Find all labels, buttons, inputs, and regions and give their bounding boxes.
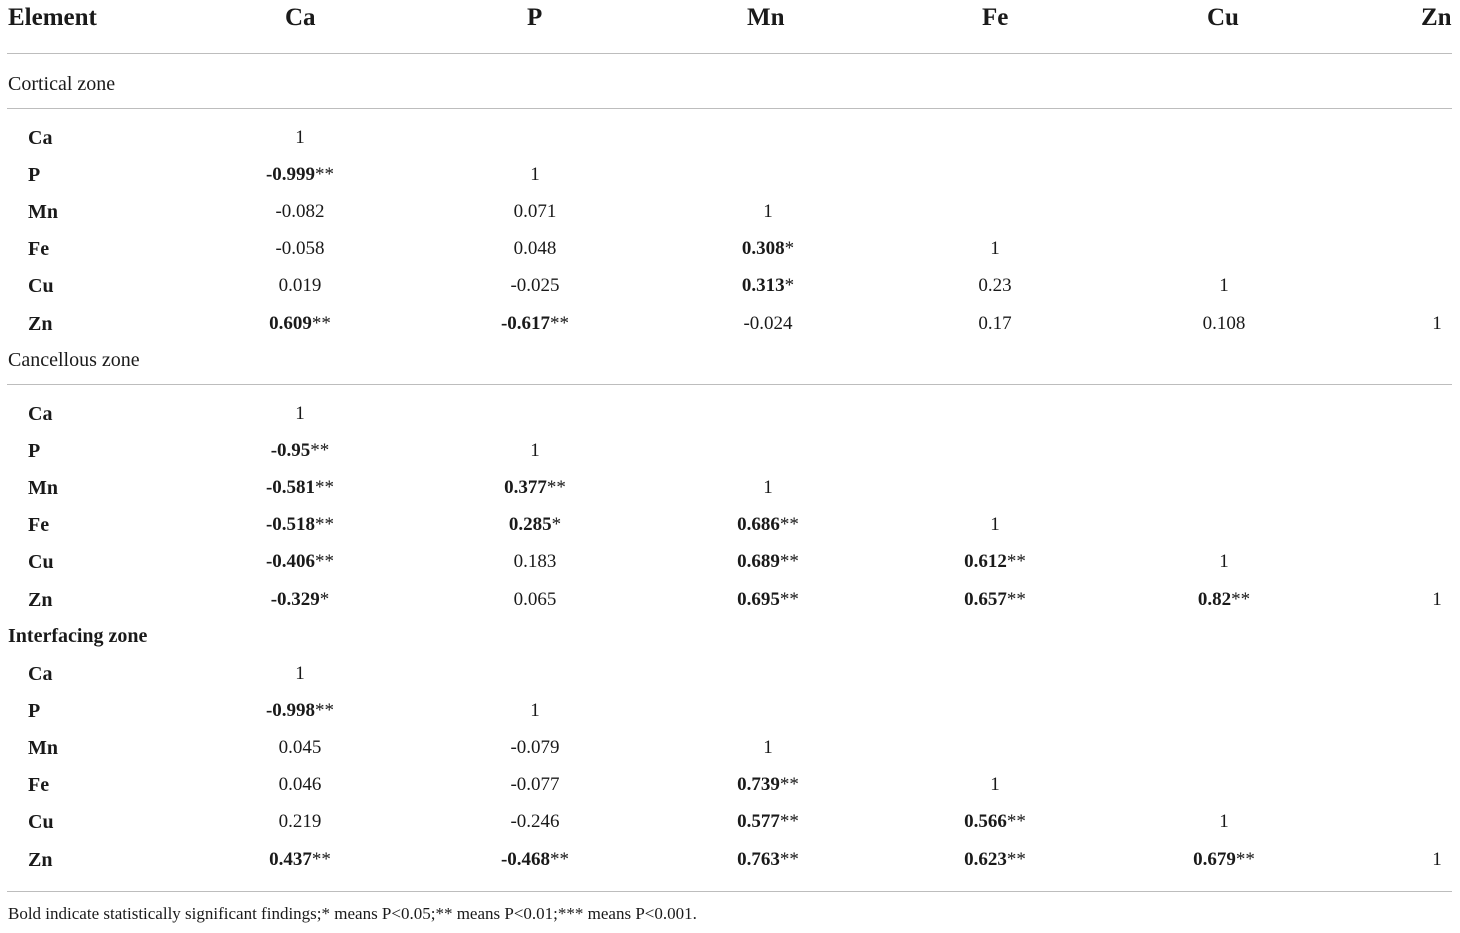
cell-value: 0.82 xyxy=(1197,589,1232,610)
cell-value: 1 xyxy=(1432,313,1442,334)
significance-mark: * xyxy=(784,275,795,296)
row-label: Fe xyxy=(28,238,50,260)
cell-value: -0.468 xyxy=(500,849,551,870)
table-cell xyxy=(266,550,334,574)
table-cell xyxy=(990,773,1000,797)
table-cell xyxy=(266,476,334,500)
table-cell xyxy=(763,736,773,760)
significance-mark: ** xyxy=(779,514,799,535)
cell-value: 0.577 xyxy=(737,811,780,832)
cell-value: -0.246 xyxy=(510,811,560,832)
cell-value: 0.019 xyxy=(278,275,322,296)
table-cell xyxy=(1432,848,1442,872)
significance-mark: ** xyxy=(1006,551,1026,572)
table-cell xyxy=(275,200,324,224)
significance-mark: ** xyxy=(315,477,335,498)
table-cell xyxy=(510,810,559,834)
table-cell xyxy=(978,312,1011,336)
cell-value: 0.612 xyxy=(964,551,1007,572)
table-cell xyxy=(266,163,334,187)
cell-value: 0.219 xyxy=(278,811,322,832)
cell-value: -0.024 xyxy=(743,313,793,334)
cell-value: 1 xyxy=(1219,275,1229,296)
table-cell xyxy=(510,773,559,797)
cell-value: -0.082 xyxy=(275,201,325,222)
row-label: Cu xyxy=(28,811,54,833)
significance-mark: * xyxy=(319,589,330,610)
cell-value: 0.071 xyxy=(513,201,557,222)
row-label: P xyxy=(28,440,41,462)
table-cell xyxy=(279,736,322,760)
significance-mark: ** xyxy=(311,849,331,870)
column-header-ca: Ca xyxy=(285,4,316,31)
cell-value: 0.285 xyxy=(508,514,552,535)
significance-mark: ** xyxy=(1006,589,1026,610)
row-label: Mn xyxy=(28,477,58,499)
cell-value: -0.329 xyxy=(270,589,320,610)
table-cell xyxy=(514,200,557,224)
cell-value: 1 xyxy=(990,774,1000,795)
section-title: Interfacing zone xyxy=(8,625,148,647)
column-header-element: Element xyxy=(8,4,97,31)
table-cell xyxy=(266,699,334,723)
cell-value: 0.183 xyxy=(513,551,557,572)
cell-value: 0.695 xyxy=(737,589,780,610)
significance-mark: ** xyxy=(550,313,570,334)
table-cell xyxy=(1219,810,1229,834)
cell-value: 1 xyxy=(1432,849,1442,870)
column-header-zn: Zn xyxy=(1421,4,1452,31)
table-cell xyxy=(737,773,799,797)
row-label: Cu xyxy=(28,275,54,297)
cell-value: 1 xyxy=(295,663,305,684)
significance-mark: ** xyxy=(550,849,570,870)
table-cell xyxy=(514,550,557,574)
table-cell xyxy=(504,476,566,500)
cell-value: 1 xyxy=(530,164,540,185)
table-cell xyxy=(1432,312,1442,336)
row-label: Fe xyxy=(28,774,50,796)
significance-mark: ** xyxy=(1006,811,1026,832)
significance-mark: ** xyxy=(1006,849,1026,870)
cell-value: 0.679 xyxy=(1193,849,1236,870)
table-cell xyxy=(295,662,305,686)
cell-value: -0.077 xyxy=(510,774,560,795)
cell-value: 0.623 xyxy=(964,849,1007,870)
cell-value: 1 xyxy=(295,127,305,148)
table-cell xyxy=(990,237,1000,261)
cell-value: 0.609 xyxy=(269,313,312,334)
table-cell xyxy=(509,513,561,537)
table-cell xyxy=(737,550,799,574)
table-cell xyxy=(295,402,305,426)
cell-value: 0.046 xyxy=(278,774,322,795)
table-cell xyxy=(1432,588,1442,612)
significance-mark: ** xyxy=(1235,849,1255,870)
cell-value: 1 xyxy=(990,514,1000,535)
cell-value: 0.377 xyxy=(504,477,547,498)
significance-mark: ** xyxy=(779,589,799,610)
cell-value: 1 xyxy=(1432,589,1442,610)
column-header-p: P xyxy=(527,4,543,31)
cell-value: 0.045 xyxy=(278,737,322,758)
cell-value: -0.058 xyxy=(275,238,325,259)
row-label: Zn xyxy=(28,313,53,335)
table-cell xyxy=(742,274,794,298)
cell-value: -0.617 xyxy=(500,313,551,334)
table-cell xyxy=(530,163,540,187)
table-cell xyxy=(1203,312,1246,336)
cell-value: 0.065 xyxy=(513,589,557,610)
cell-value: 0.108 xyxy=(1202,313,1246,334)
cell-value: 0.048 xyxy=(513,238,557,259)
table-cell xyxy=(295,126,305,150)
row-label: P xyxy=(28,700,41,722)
table-cell xyxy=(737,810,799,834)
table-cell xyxy=(271,588,330,612)
table-cell xyxy=(978,274,1011,298)
cell-value: 1 xyxy=(763,477,773,498)
cell-value: -0.95 xyxy=(270,440,311,461)
significance-mark: ** xyxy=(779,774,799,795)
table-cell xyxy=(501,848,569,872)
table-cell xyxy=(742,237,794,261)
cell-value: 1 xyxy=(1219,551,1229,572)
table-cell xyxy=(1198,588,1250,612)
cell-value: 0.686 xyxy=(737,514,780,535)
significance-mark: ** xyxy=(315,551,335,572)
significance-mark: ** xyxy=(315,700,335,721)
table-cell xyxy=(279,773,322,797)
cell-value: 1 xyxy=(990,238,1000,259)
row-label: Mn xyxy=(28,737,58,759)
cell-value: -0.079 xyxy=(510,737,560,758)
table-cell xyxy=(964,550,1026,574)
table-cell xyxy=(269,848,331,872)
cell-value: -0.999 xyxy=(265,164,316,185)
significance-mark: ** xyxy=(311,313,331,334)
section-title: Cancellous zone xyxy=(8,349,140,371)
cell-value: -0.581 xyxy=(265,477,316,498)
column-header-fe: Fe xyxy=(982,4,1009,31)
significance-mark: ** xyxy=(779,551,799,572)
table-cell xyxy=(743,312,792,336)
footer-divider xyxy=(7,891,1452,892)
cell-value: 1 xyxy=(763,201,773,222)
cell-value: 1 xyxy=(1219,811,1229,832)
cell-value: 0.739 xyxy=(737,774,780,795)
cell-value: -0.518 xyxy=(265,514,316,535)
table-cell xyxy=(275,237,324,261)
table-cell xyxy=(266,513,334,537)
row-label: Ca xyxy=(28,127,53,149)
row-label: P xyxy=(28,164,41,186)
cell-value: 1 xyxy=(530,440,540,461)
table-cell xyxy=(514,237,557,261)
table-cell xyxy=(1219,274,1229,298)
cell-value: 0.657 xyxy=(964,589,1007,610)
table-cell xyxy=(530,699,540,723)
cell-value: 1 xyxy=(763,737,773,758)
table-cell xyxy=(763,476,773,500)
significance-mark: ** xyxy=(315,514,335,535)
table-footnote: Bold indicate statistically significant findings;* means P<0.05;** means P<0.01;*** means P<0.001. xyxy=(8,904,697,923)
table-cell xyxy=(269,312,331,336)
cell-value: 1 xyxy=(530,700,540,721)
significance-mark: * xyxy=(784,238,795,259)
table-cell xyxy=(1193,848,1255,872)
cell-value: 0.763 xyxy=(737,849,780,870)
significance-mark: ** xyxy=(779,849,799,870)
table-cell xyxy=(1219,550,1229,574)
cell-value: 0.308 xyxy=(741,238,785,259)
table-cell xyxy=(964,848,1026,872)
table-cell xyxy=(501,312,569,336)
significance-mark: ** xyxy=(546,477,566,498)
cell-value: -0.406 xyxy=(265,551,316,572)
table-cell xyxy=(271,439,330,463)
cell-value: 0.23 xyxy=(978,275,1012,296)
section-divider xyxy=(7,108,1452,109)
table-cell xyxy=(530,439,540,463)
row-label: Cu xyxy=(28,551,54,573)
table-cell xyxy=(279,274,322,298)
column-header-mn: Mn xyxy=(747,4,785,31)
table-cell xyxy=(279,810,322,834)
section-divider xyxy=(7,384,1452,385)
significance-mark: ** xyxy=(310,440,330,461)
row-label: Ca xyxy=(28,403,53,425)
significance-mark: ** xyxy=(315,164,335,185)
row-label: Mn xyxy=(28,201,58,223)
table-cell xyxy=(964,588,1026,612)
table-cell xyxy=(510,274,559,298)
column-header-cu: Cu xyxy=(1207,4,1239,31)
cell-value: 0.566 xyxy=(964,811,1007,832)
cell-value: 0.689 xyxy=(737,551,780,572)
cell-value: -0.998 xyxy=(265,700,316,721)
table-cell xyxy=(763,200,773,224)
table-cell xyxy=(964,810,1026,834)
row-label: Zn xyxy=(28,589,53,611)
significance-mark: ** xyxy=(1231,589,1251,610)
table-cell xyxy=(737,513,799,537)
section-title: Cortical zone xyxy=(8,73,116,95)
table-cell xyxy=(510,736,559,760)
significance-mark: ** xyxy=(779,811,799,832)
cell-value: 1 xyxy=(295,403,305,424)
row-label: Ca xyxy=(28,663,53,685)
header-divider xyxy=(7,53,1452,54)
cell-value: 0.313 xyxy=(741,275,785,296)
cell-value: -0.025 xyxy=(510,275,560,296)
table-cell xyxy=(990,513,1000,537)
row-label: Fe xyxy=(28,514,50,536)
cell-value: 0.17 xyxy=(978,313,1012,334)
row-label: Zn xyxy=(28,849,53,871)
table-cell xyxy=(737,848,799,872)
table-cell xyxy=(737,588,799,612)
cell-value: 0.437 xyxy=(269,849,312,870)
significance-mark: * xyxy=(551,514,562,535)
table-cell xyxy=(514,588,557,612)
